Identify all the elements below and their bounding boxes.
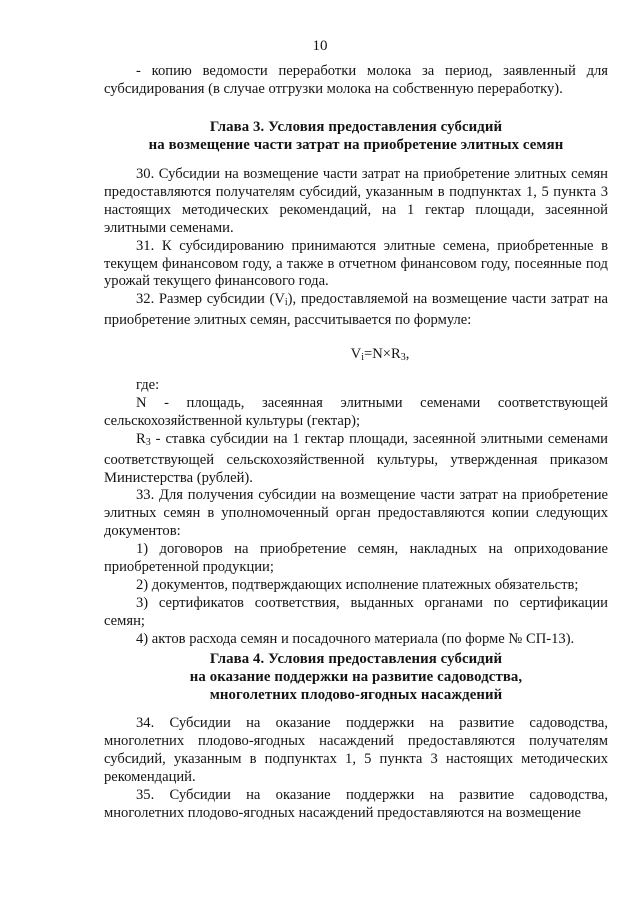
paragraph-35: 35. Субсидии на оказание поддержки на развитие садоводства, многолетних плодово-ягодных насаждений предоставляются на возмещение: [104, 786, 608, 821]
list-item-1: 1) договоров на приобретение семян, накладных на оприходование приобретенной продукции;: [104, 541, 608, 576]
paragraph-31: 31. К субсидированию принимаются элитные семена, приобретенные в текущем финансовом году, а также в отчетном финансовом году, посеянные под урожай текущего финансового года.: [104, 237, 608, 290]
chapter3-heading: [104, 118, 608, 154]
paragraph-30: 30. Субсидии на возмещение части затрат на приобретение элитных семян предоставляются получателям субсидий, указанным в подпунктах 1, 5 пункта 3 настоящих методических рекомендаций, на 1 гектар площади, засеянной элитными семенами.: [104, 166, 608, 236]
chapter4-title-line3: многолетних плодово-ягодных насаждений: [209, 687, 503, 703]
list-item-2: 2) документов, подтверждающих исполнение платежных обязательств;: [136, 576, 579, 593]
list-item-4: 4) актов расхода семян и посадочного материала (по форме № СП-13).: [136, 630, 575, 647]
list-item-3: 3) сертификатов соответствия, выданных органами по сертификации семян;: [104, 594, 608, 629]
paragraph-32: 32. Размер субсидии $(V_i)$, предоставляемой на возмещение части затрат на приобретение элитных семян, рассчитывается по формуле:: [104, 291, 608, 329]
chapter3-title-line2: на возмещение части затрат на приобретение элитных семян: [148, 137, 564, 153]
chapter4-heading: [104, 650, 608, 704]
chapter3-definitions: [104, 377, 608, 649]
chapter4-body: [104, 715, 608, 822]
paragraph-34: 34. Субсидии на оказание поддержки на развитие садоводства, многолетних плодово-ягодных насаждений предоставляются получателям субсидий, указанным в подпунктах 1, 5 пункта 3 настоящих методических рекомендаций.: [104, 715, 608, 785]
chapter4-title-line1: Глава 4. Условия предоставления субсидий: [209, 651, 503, 667]
intro-block: [104, 63, 608, 99]
intro-paragraph: - копию ведомости переработки молока за период, заявленный для субсидирования (в случае отгрузки молока на собственную переработку).: [104, 63, 608, 97]
where-label: где:: [136, 377, 160, 393]
chapter4-title-line2: на оказание поддержки на развитие садоводства,: [189, 669, 523, 685]
paragraph-33: 33. Для получения субсидии на возмещение части затрат на приобретение элитных семян в уполномоченный орган предоставляются копии следующих документов:: [104, 487, 608, 540]
chapter3-body: [104, 166, 608, 330]
chapter3-title-line1: Глава 3. Условия предоставления субсидий: [209, 119, 503, 135]
definition-r3: $R_3$ - ставка субсидии на 1 гектар площади, засеянной элитными семенами соответствующей сельскохозяйственной культуры, утвержденная приказом Министерства (рублей).: [104, 430, 608, 486]
definition-n: N - площадь, засеянная элитными семенами соответствующей сельскохозяйственной культуры (гектар);: [104, 394, 608, 429]
page-number: 10: [312, 38, 328, 54]
formula: $V_i=N\times R_3$,: [350, 346, 410, 363]
